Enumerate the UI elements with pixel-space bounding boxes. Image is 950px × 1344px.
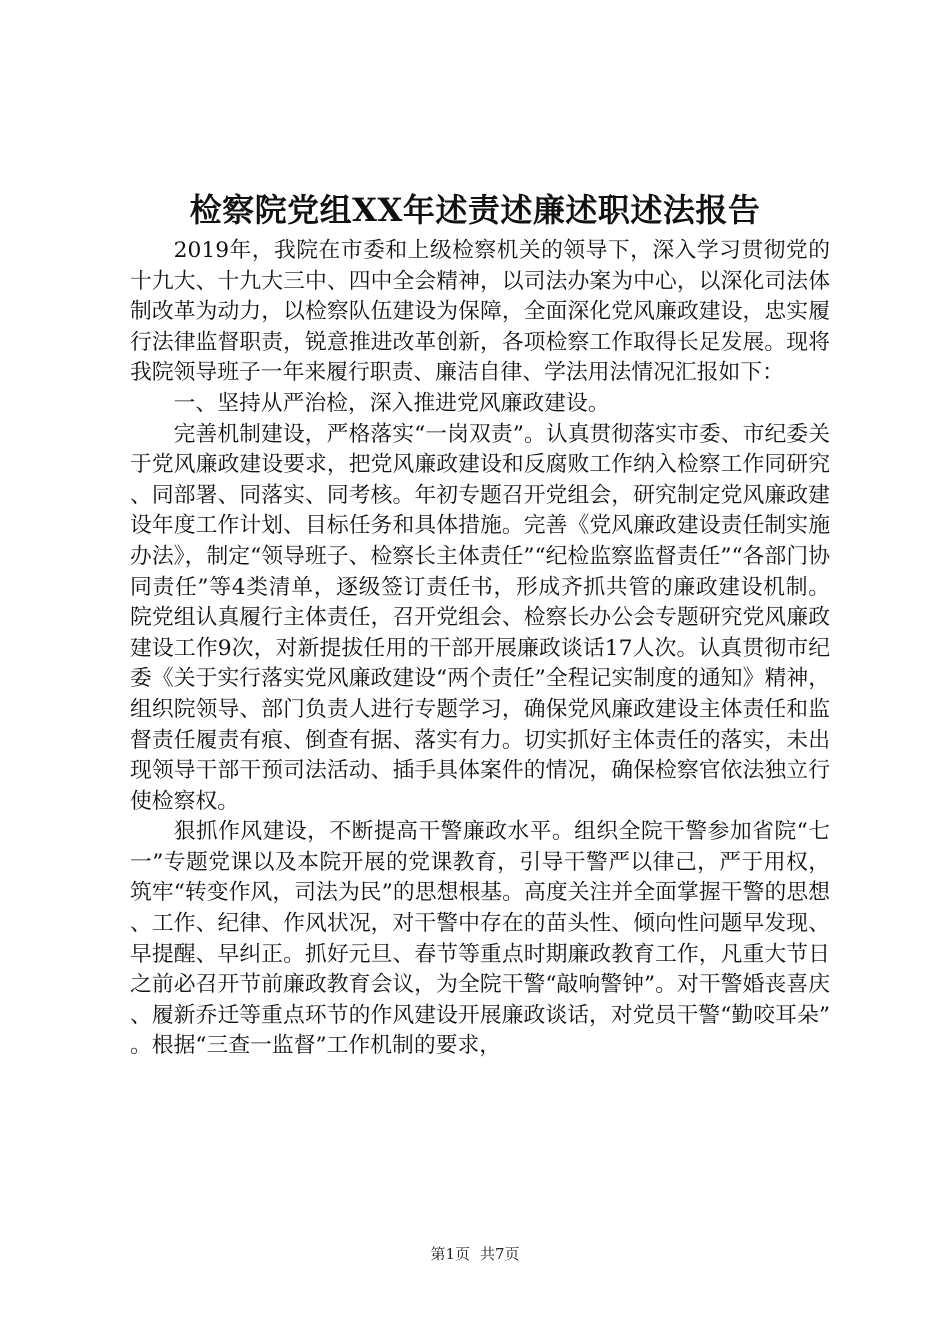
paragraph-intro: 2019年，我院在市委和上级检察机关的领导下，深入学习贯彻党的十九大、十九大三中、四中全会精神，以司法办案为中心，以深化司法体制改革为动力，以检察队伍建设为保障，全面深化党风廉政建设，忠实履行法律监督职责，锐意推进改革创新，各项检察工作取得长足发展。现将我院领导班子一年来履行职责、廉洁自律、学法用法情况汇报如下：: [130, 238, 830, 386]
section-heading-1: 一、坚持从严治检，深入推进党风廉政建设。: [173, 390, 610, 416]
page-number: 第1页: [430, 1245, 470, 1263]
document-title: 检察院党组XX年述责述廉述职述法报告: [189, 191, 761, 229]
paragraph-mechanism: 完善机制建设，严格落实“一岗双责”。认真贯彻落实市委、市纪委关于党风廉政建设要求，把党风廉政建设和反腐败工作纳入检察工作同研究、同部署、同落实、同考核。年初专题召开党组会，研究制定党风廉政建设年度工作计划、目标任务和具体措施。完善《党风廉政建设责任制实施办法》，制定“领导班子、检察长主体责任”“纪检监察监督责任”“各部门协同责任”等4类清单，逐级签订责任书，形成齐抓共管的廉政建设机制。院党组认真履行主体责任，召开党组会、检察长办公会专题研究党风廉政建设工作9次，对新提拔任用的干部开展廉政谈话17人次。认真贯彻市纪委《关于实行落实党风廉政建设“两个责任”全程记实制度的通知》精神，组织院领导、部门负责人进行专题学习，确保党风廉政建设主体责任和监督责任履责有痕、倒查有据、落实有力。切实抓好主体责任的落实，未出现领导干部干预司法活动、插手具体案件的情况，确保检察官依法独立行使检察权。: [130, 421, 830, 814]
page-footer: [0, 1244, 950, 1264]
page-total: 共7页: [480, 1245, 520, 1263]
document-body: [130, 236, 830, 1062]
paragraph-style: 狠抓作风建设，不断提高干警廉政水平。组织全院干警参加省院“七一”专题党课以及本院开展的党课教育，引导干警严以律己，严于用权，筑牢“转变作风，司法为民”的思想根基。高度关注并全面掌握干警的思想、工作、纪律、作风状况，对干警中存在的苗头性、倾向性问题早发现、早提醒、早纠正。抓好元旦、春节等重点时期廉政教育工作，凡重大节日之前必召开节前廉政教育会议，为全院干警“敲响警钟”。对干警婚丧喜庆、履新乔迁等重点环节的作风建设开展廉政谈话，对党员干警“勤咬耳朵”。根据“三查一监督”工作机制的要求，: [130, 819, 830, 1059]
